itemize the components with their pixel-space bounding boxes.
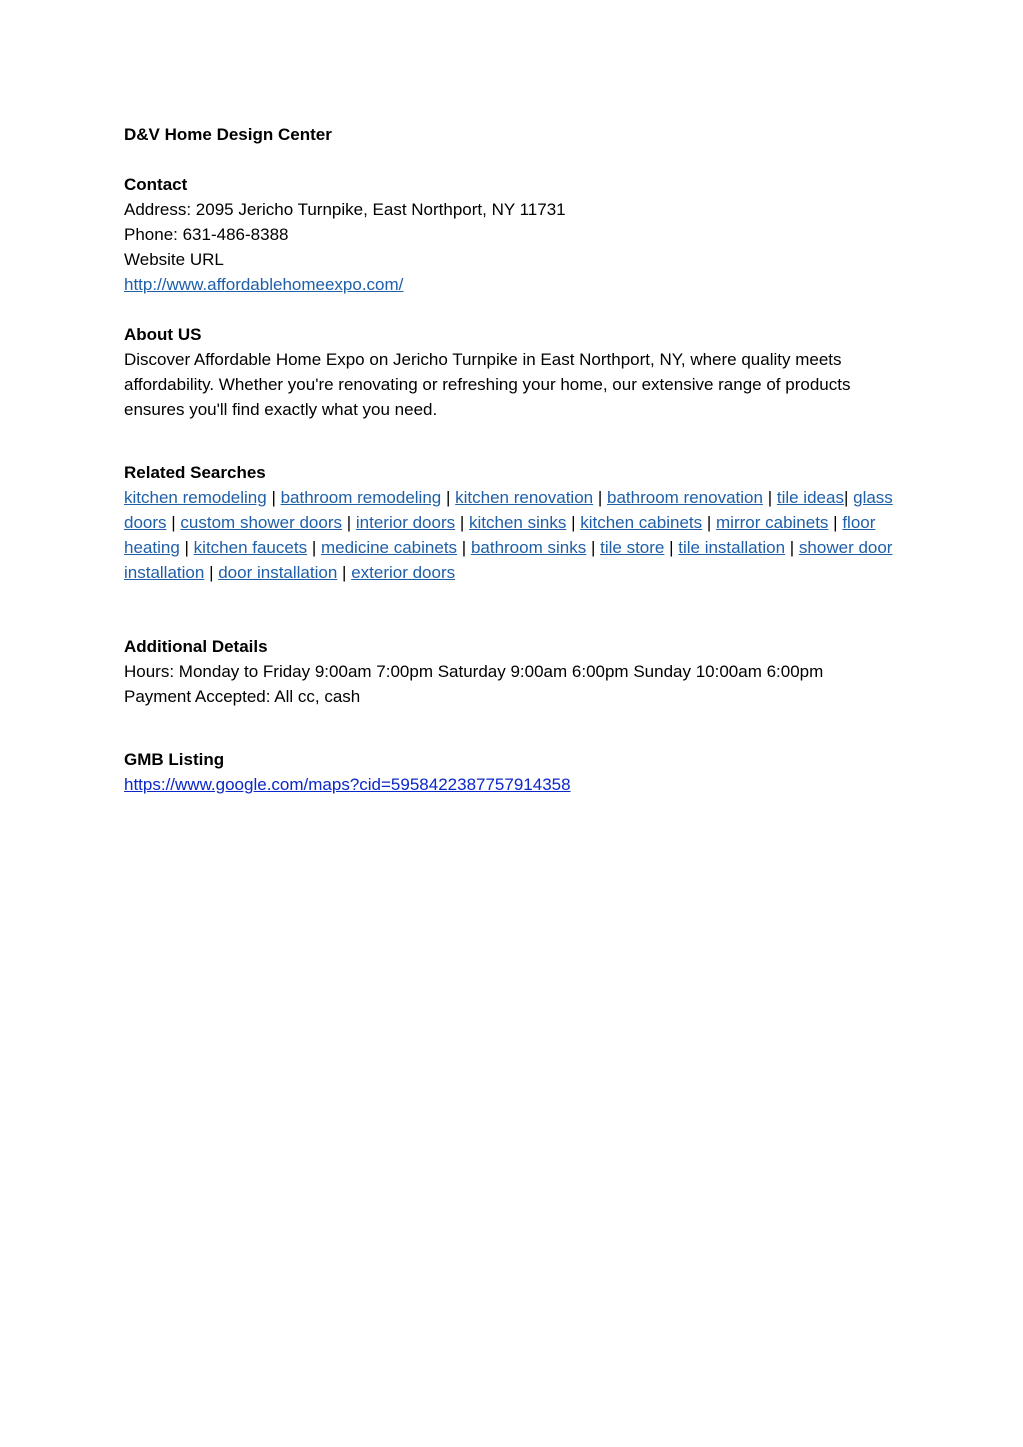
related-link[interactable]: kitchen faucets — [193, 538, 308, 557]
related-link[interactable]: mirror cabinets — [716, 513, 829, 532]
spacer — [124, 585, 904, 634]
gmb-heading: GMB Listing — [124, 750, 225, 769]
spacer — [124, 422, 904, 460]
related-heading: Related Searches — [124, 463, 266, 482]
related-link[interactable]: kitchen sinks — [469, 513, 567, 532]
link-separator: | — [346, 513, 352, 532]
link-separator: | — [184, 538, 189, 557]
about-text: Discover Affordable Home Expo on Jericho Turnpike in East Northport, NY, where quality meets affordability. Whether you're renovating or refreshing your home, our extensive range of products ensures you'll find exactly what you need. — [124, 350, 851, 419]
spacer — [124, 709, 904, 747]
link-separator: | — [209, 563, 214, 582]
link-separator: | — [767, 488, 773, 507]
related-link[interactable]: bathroom renovation — [607, 488, 763, 507]
link-separator: | — [843, 488, 849, 507]
document-page — [124, 122, 904, 797]
website-link[interactable]: http://www.affordablehomeexpo.com/ — [124, 275, 404, 294]
contact-address: Address: 2095 Jericho Turnpike, East Northport, NY 11731 — [124, 200, 566, 219]
related-link[interactable]: kitchen cabinets — [580, 513, 703, 532]
details-payment: Payment Accepted: All cc, cash — [124, 687, 361, 706]
link-separator: | — [171, 513, 176, 532]
related-link[interactable]: bathroom sinks — [470, 538, 587, 557]
link-separator: | — [445, 488, 451, 507]
details-hours: Hours: Monday to Friday 9:00am 7:00pm Saturday 9:00am 6:00pm Sunday 10:00am 6:00pm — [124, 662, 824, 681]
related-link[interactable]: tile installation — [678, 538, 786, 557]
related-link[interactable]: shower door installation — [124, 538, 893, 582]
related-link[interactable]: kitchen renovation — [455, 488, 594, 507]
contact-phone: Phone: 631-486-8388 — [124, 225, 289, 244]
related-link[interactable]: tile ideas — [776, 488, 844, 507]
spacer — [124, 147, 904, 172]
related-link[interactable]: tile store — [600, 538, 665, 557]
link-separator: | — [271, 488, 276, 507]
related-link[interactable]: medicine cabinets — [320, 538, 458, 557]
about-heading: About US — [124, 325, 202, 344]
related-link[interactable]: door installation — [218, 563, 338, 582]
details-heading: Additional Details — [124, 637, 268, 656]
link-separator: | — [833, 513, 838, 532]
link-separator: | — [571, 513, 576, 532]
website-label: Website URL — [124, 250, 224, 269]
gmb-link[interactable]: https://www.google.com/maps?cid=5958422387757914358 — [124, 775, 571, 794]
related-links — [124, 485, 904, 585]
related-link[interactable]: bathroom remodeling — [280, 488, 442, 507]
related-link[interactable]: interior doors — [355, 513, 456, 532]
spacer — [124, 297, 904, 322]
related-link[interactable]: kitchen remodeling — [124, 488, 267, 507]
link-separator: | — [311, 538, 317, 557]
page-title: D&V Home Design Center — [124, 125, 332, 144]
related-link[interactable]: floor heating — [124, 513, 876, 557]
link-separator: | — [597, 488, 603, 507]
link-separator: | — [789, 538, 795, 557]
link-separator: | — [342, 563, 347, 582]
contact-heading: Contact — [124, 175, 188, 194]
link-separator: | — [461, 538, 467, 557]
link-separator: | — [706, 513, 712, 532]
link-separator: | — [590, 538, 596, 557]
link-separator: | — [459, 513, 465, 532]
link-separator: | — [669, 538, 674, 557]
related-link[interactable]: custom shower doors — [180, 513, 342, 532]
related-link[interactable]: glass doors — [124, 488, 893, 532]
related-link[interactable]: exterior doors — [351, 563, 456, 582]
